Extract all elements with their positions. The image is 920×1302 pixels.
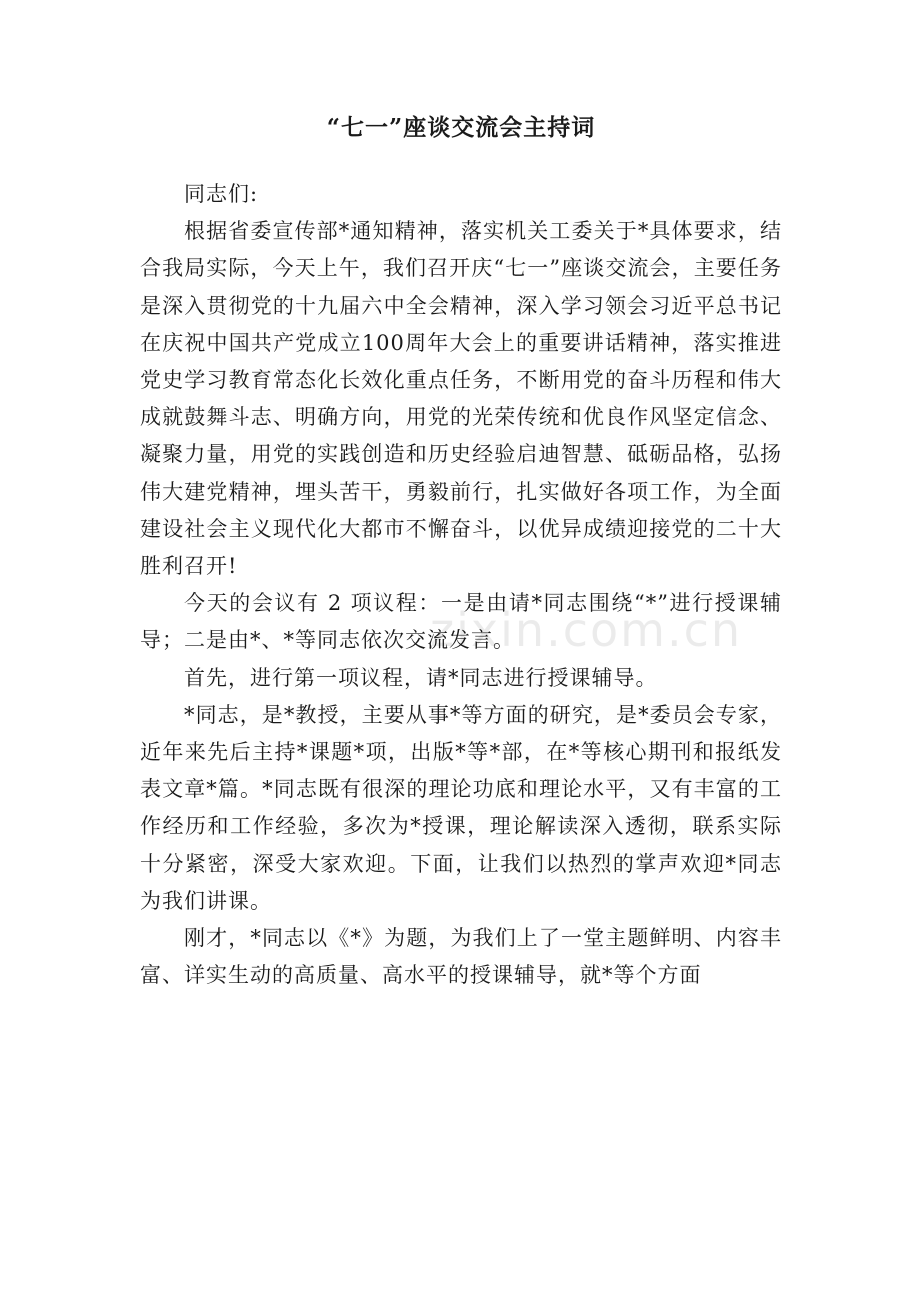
paragraph-speaker-intro: *同志，是*教授，主要从事*等方面的研究，是*委员会专家，近年来先后主持*课题*项，出版*等*部，在*等核心期刊和报纸发表文章*篇。*同志既有很深的理论功底和理论水平，又有丰富的工作经历和工作经验，多次为*授课，理论解读深入透彻，联系实际十分紧密，深受大家欢迎。下面，让我们以热烈的掌声欢迎*同志为我们讲课。 [140,702,782,913]
watermark: zixin.com.cn [430,603,743,657]
document-title: “七一”座谈交流会主持词 [326,114,596,141]
salutation: 同志们: [184,182,259,206]
paragraph-intro: 根据省委宣传部*通知精神，落实机关工委关于*具体要求，结合我局实际，今天上午，我们召开庆“七一”座谈交流会，主要任务是深入贯彻党的十九届六中全会精神，深入学习领会习近平总书记在庆祝中国共产党成立100周年大会上的重要讲话精神，落实推进党史学习教育常态化长效化重点任务，不断用党的奋斗历程和伟大成就鼓舞斗志、明确方向，用党的光荣传统和优良作风坚定信念、凝聚力量，用党的实践创造和历史经验启迪智慧、砥砺品格，弘扬伟大建党精神，埋头苦干，勇毅前行，扎实做好各项工作，为全面建设社会主义现代化大都市不懈奋斗，以优异成绩迎接党的二十大胜利召开! [140,219,782,579]
paragraph-agenda: 今天的会议有 2 项议程：一是由请*同志围绕“*”进行授课辅导；二是由*、*等同志依次交流发言。 [140,591,782,653]
paragraph-summary: 刚才，*同志以《*》为题，为我们上了一堂主题鲜明、内容丰富、详实生动的高质量、高水平的授课辅导，就*等个方面 [140,926,782,988]
document-page [140,108,782,994]
paragraph-first-item: 首先，进行第一项议程，请*同志进行授课辅导。 [184,665,658,690]
